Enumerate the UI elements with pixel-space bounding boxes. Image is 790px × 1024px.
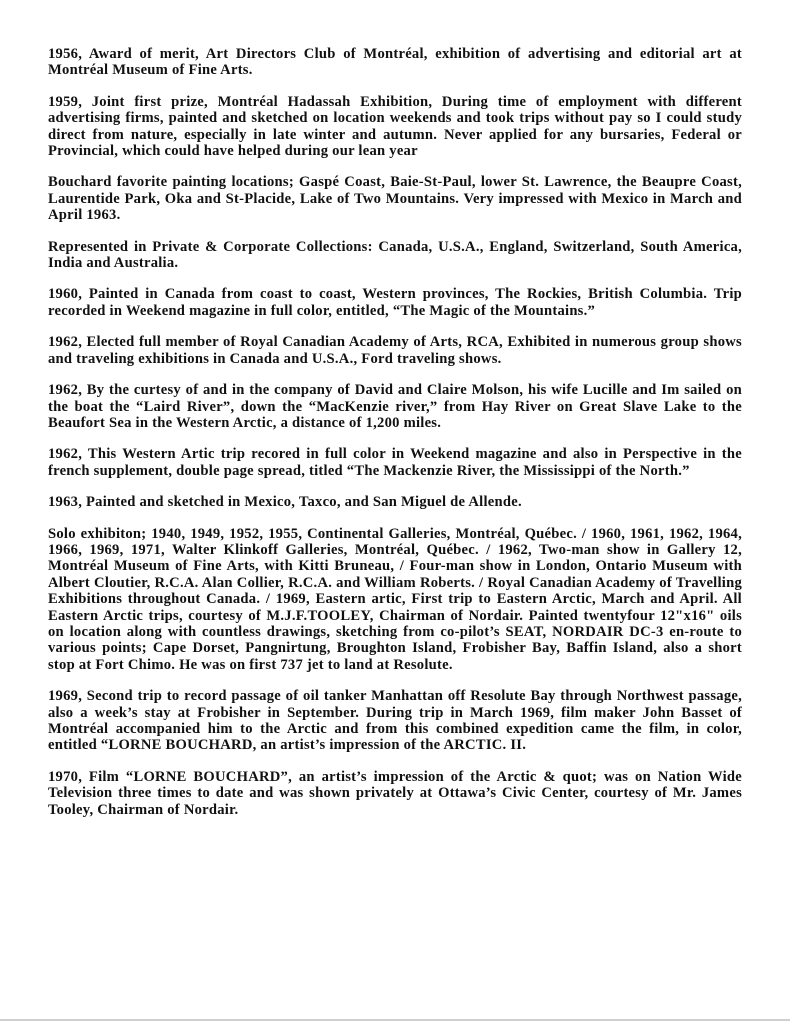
paragraph-1962-academy: 1962, Elected full member of Royal Canadian Academy of Arts, RCA, Exhibited in numerous group shows and traveling exhibitions in Canada and U.S.A., Ford traveling shows.: [48, 334, 742, 367]
paragraph-painting-locations: Bouchard favorite painting locations; Gaspé Coast, Baie-St-Paul, lower St. Lawrence, the Beaupre Coast, Laurentide Park, Oka and St-Placide, Lake of Two Mountains. Very impressed with Mexico in March and April 1963.: [48, 174, 742, 224]
paragraph-1959-prize: 1959, Joint first prize, Montréal Hadassah Exhibition, During time of employment with different advertising firms, painted and sketched on location weekends and took trips without pay so I could study direct from nature, especially in late winter and autumn. Never applied for any bursaries, Federal or Provincial, which could have helped during our lean year: [48, 93, 742, 160]
paragraph-solo-exhibitions: Solo exhibiton; 1940, 1949, 1952, 1955, Continental Galleries, Montréal, Québec. / 1960, 1961, 1962, 1964, 1966, 1969, 1971, Walter Klinkoff Galleries, Montréal, Québec. / 1962, Two-man show in Gallery 12, Montréal Museum of Fine Arts, with Kitti Bruneau, / Four-man show in London, Ontario Museum with Albert Cloutier, R.C.A. Alan Collier, R.C.A. and William Roberts. / Royal Canadian Academy of Travelling Exhibitions throughout Canada. / 1969, Eastern artic, First trip to Eastern Arctic, March and April. All Eastern Arctic trips, courtesy of M.J.F.TOOLEY, Chairman of Nordair. Painted twentyfour 12"x16" oils on location along with countless drawings, sketching from co-pilot’s SEAT, NORDAIR DC-3 en-route to various points; Cape Dorset, Pangnirtung, Broughton Island, Frobisher Bay, Baffin Island, also a short stop at Fort Chimo. He was on first 737 jet to land at Resolute.: [48, 525, 742, 673]
document-page: [48, 46, 742, 833]
paragraph-1963-mexico: 1963, Painted and sketched in Mexico, Taxco, and San Miguel de Allende.: [48, 494, 522, 511]
paragraph-1970-film: 1970, Film “LORNE BOUCHARD”, an artist’s impression of the Arctic & quot; was on Nation Wide Television three times to date and was shown privately at Ottawa’s Civic Center, courtesy of Mr. James Tooley, Chairman of Nordair.: [48, 768, 742, 818]
paragraph-1962-laird-river: 1962, By the curtesy of and in the company of David and Claire Molson, his wife Lucille and Im sailed on the boat the “Laird River”, down the “MacKenzie river,” from Hay River on Great Slave Lake to the Beaufort Sea in the Western Arctic, a distance of 1,200 miles.: [48, 382, 742, 431]
paragraph-1962-weekend-magazine: 1962, This Western Artic trip recored in full color in Weekend magazine and also in Perspective in the french supplement, double page spread, titled “The Mackenzie River, the Mississippi of the North.”: [48, 446, 742, 479]
paragraph-collections: Represented in Private & Corporate Collections: Canada, U.S.A., England, Switzerland, South America, India and Australia.: [48, 238, 742, 272]
paragraph-1969-manhattan: 1969, Second trip to record passage of oil tanker Manhattan off Resolute Bay through Northwest passage, also a week’s stay at Frobisher in September. During trip in March 1969, film maker John Basset of Montréal accompanied him to the Arctic and from this combined expedition came the film, in color, entitled “LORNE BOUCHARD, an artist’s impression of the ARCTIC. II.: [48, 688, 742, 754]
paragraph-1956-award: 1956, Award of merit, Art Directors Club of Montréal, exhibition of advertising and editorial art at Montréal Museum of Fine Arts.: [48, 46, 742, 79]
paragraph-1960-coast-to-coast: 1960, Painted in Canada from coast to coast, Western provinces, The Rockies, British Columbia. Trip recorded in Weekend magazine in full color, entitled, “The Magic of the Mountains.”: [48, 286, 742, 319]
page-bottom-edge: [0, 1019, 790, 1021]
